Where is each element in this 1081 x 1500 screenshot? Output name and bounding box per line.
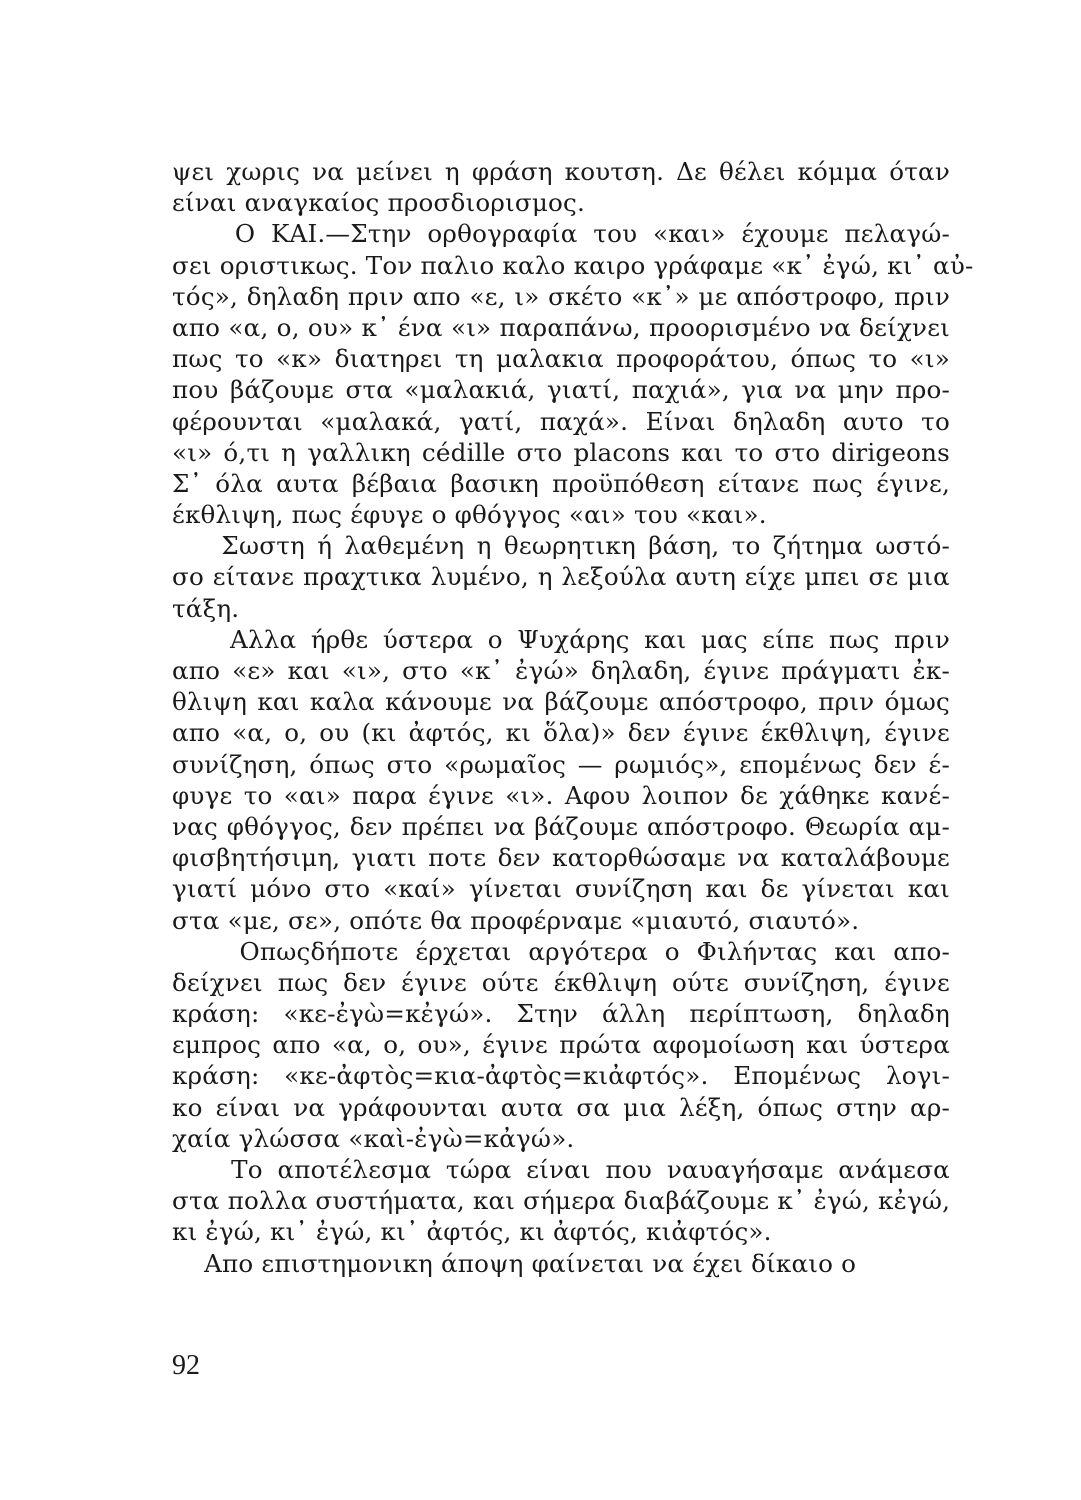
text-line: Σ᾿ όλα αυτα βέβαια βασικη προϋπόθεση είτανε πως έγινε, [172, 468, 950, 498]
text-line: κράση: «κε-ἀφτὸς=κια-ἀφτὸς=κιἀφτός». Επομένως λογι- [172, 1061, 950, 1091]
text-line: Ο ΚΑΙ.—Στην ορθογραφία του «και» έχουμε πελαγώ- [172, 219, 950, 249]
text-line: γιατί μόνο στο «καί» γίνεται συνίζηση και δε γίνεται και [172, 874, 950, 904]
page-number: 92 [172, 1350, 200, 1381]
text-line: απο «α, ο, ου» κ᾿ ένα «ι» παραπάνω, προορισμένο να δείχνει [172, 312, 950, 342]
text-line: δείχνει πως δεν έγινε ούτε έκθλιψη ούτε συνίζηση, έγινε [172, 967, 950, 997]
text-line: Αλλα ήρθε ύστερα ο Ψυχάρης και μας είπε πως πριν [172, 624, 950, 654]
text-line: θλιψη και καλα κάνουμε να βάζουμε απόστροφο, πριν όμως [172, 687, 950, 717]
text-line: Οπωςδήποτε έρχεται αργότερα ο Φιλήντας και απο- [172, 936, 950, 966]
text-line: Απο επιστημονικη άποψη φαίνεται να έχει δίκαιο ο [172, 1248, 857, 1278]
text-line: φισβητήσιμη, γιατι ποτε δεν κατορθώσαμε να καταλάβουμε [172, 843, 950, 873]
text-line: Το αποτέλεσμα τώρα είναι που ναυαγήσαμε ανάμεσα [172, 1155, 950, 1184]
body-text [172, 156, 974, 1279]
text-line: τάξη. [172, 593, 240, 623]
text-line: χαία γλώσσα «καὶ-ἐγὼ=κἀγώ». [172, 1123, 575, 1153]
text-line: Σωστη ή λαθεμένη η θεωρητικη βάση, το ζήτημα ωστό- [172, 531, 950, 561]
text-line: «ι» ό,τι η γαλλικη cédille στο placons και το στο dirigeons [172, 437, 950, 467]
text-line: πως το «κ» διατηρει τη μαλακια προφοράτου, όπως το «ι» [172, 344, 950, 374]
text-line: είναι αναγκαίος προσδιορισμος. [172, 188, 586, 218]
text-line: στα πολλα συστήματα, και σήμερα διαβάζουμε κ᾿ ἐγώ, κἐγώ, [172, 1186, 951, 1216]
text-line: κο είναι να γράφουνται αυτα σα μια λέξη, όπως στην αρ- [172, 1092, 950, 1122]
text-line: συνίζηση, όπως στο «ρωμαῖος — ρωμιός», επομένως δεν έ- [172, 749, 950, 779]
text-line: κράση: «κε-ἐγὼ=κἐγώ». Στην άλλη περίπτωση, δηλαδη [172, 999, 950, 1029]
text-line: τός», δηλαδη πριν απο «ε, ι» σκέτο «κ᾿» με απόστροφο, πριν [172, 281, 950, 311]
text-line: νας φθόγγος, δεν πρέπει να βάζουμε απόστροφο. Θεωρία αμ- [172, 811, 950, 841]
text-line: φυγε το «αι» παρα έγινε «ι». Αφου λοιπον δε χάθηκε κανέ- [172, 780, 950, 810]
text-line: στα «με, σε», οπότε θα προφέρναμε «μιαυτό, σιαυτό». [172, 905, 860, 935]
text-line: απο «ε» και «ι», στο «κ᾿ ἐγώ» δηλαδη, έγινε πράγματι ἐκ- [172, 656, 950, 685]
text-line: εμπρος απο «α, ο, ου», έγινε πρώτα αφομοίωση και ύστερα [172, 1030, 950, 1060]
text-line: σει οριστικως. Τον παλιο καλο καιρο γράφαμε «κ᾿ ἐγώ, κι᾿ αὐ- [172, 250, 974, 280]
text-line: έκθλιψη, πως έφυγε ο φθόγγος «αι» του «και». [172, 500, 767, 530]
text-line: απο «α, ο, ου (κι ἀφτός, κι ὅλα)» δεν έγινε έκθλιψη, έγινε [172, 718, 950, 748]
text-line: σο είτανε πραχτικα λυμένο, η λεξούλα αυτη είχε μπει σε μια [172, 562, 950, 592]
text-line: φέρουνται «μαλακά, γατί, παχά». Είναι δηλαδη αυτο το [172, 406, 950, 436]
text-line: κι ἐγώ, κι᾿ ἐγώ, κι᾿ ἀφτός, κι ἀφτός, κιἀφτός». [172, 1217, 772, 1247]
text-line: που βάζουμε στα «μαλακιά, γιατί, παχιά», για να μην προ- [172, 375, 950, 405]
text-line: ψει χωρις να μείνει η φράση κουτση. Δε θέλει κόμμα όταν [172, 157, 950, 186]
